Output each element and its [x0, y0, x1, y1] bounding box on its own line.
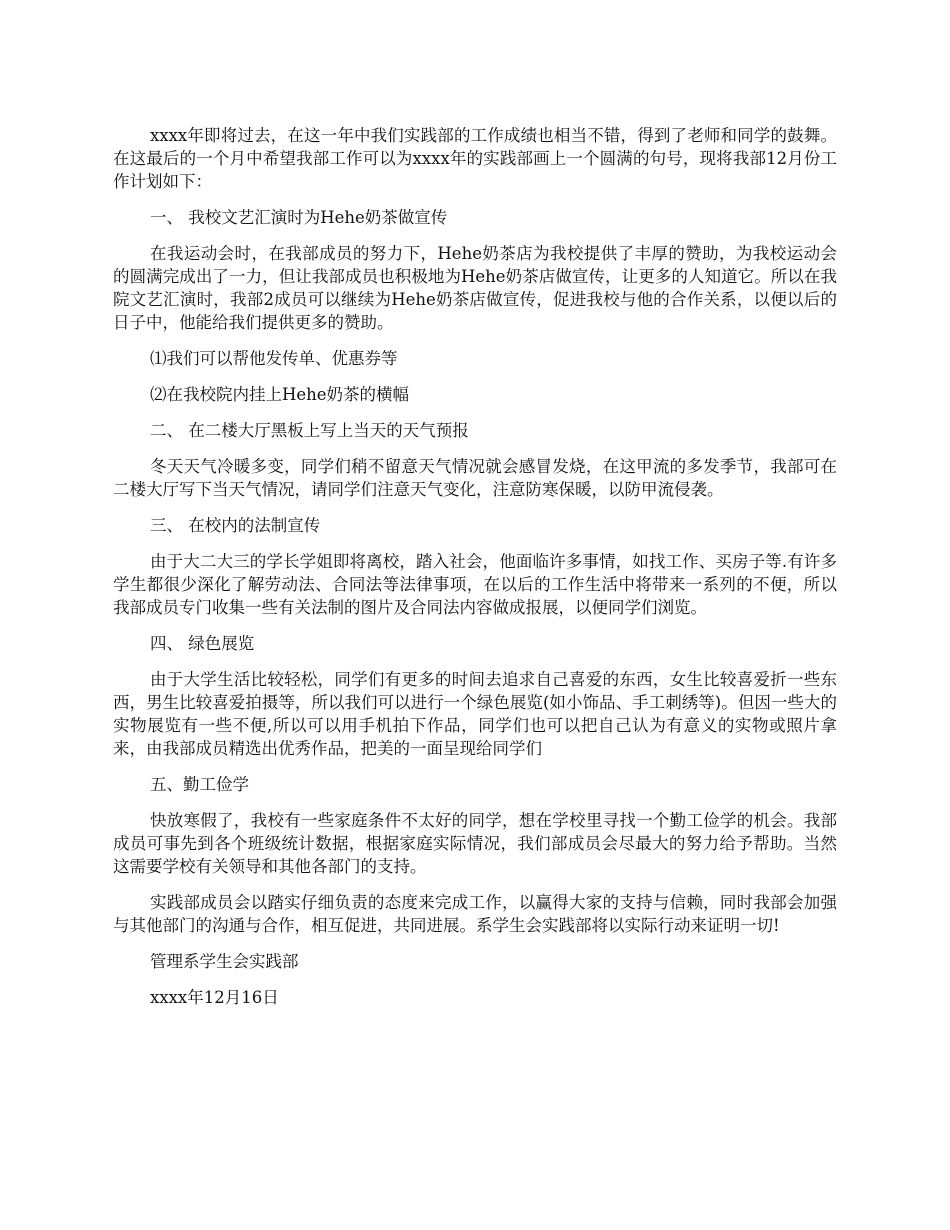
section-4-paragraph: 由于大学生活比较轻松，同学们有更多的时间去追求自己喜爱的东西，女生比较喜爱折一些东西，男生比较喜爱拍摄等，所以我们可以进行一个绿色展览(如小饰品、手工刺绣等)。但因一些大的实物展览有一些不便,所以可以用手机拍下作品，同学们也可以把自己认为有意义的实物或照片拿来，由我部成员精选出优秀作品，把美的一面呈现给同学们: [113, 670, 837, 758]
section-heading-5: 五、勤工俭学: [150, 775, 249, 794]
signature-date: xxxx年12月16日: [150, 988, 279, 1007]
section-heading-3: 三、 在校内的法制宣传: [150, 516, 321, 535]
section-heading-1: 一、 我校文艺汇演时为Hehe奶茶做宣传: [150, 208, 448, 227]
intro-paragraph: xxxx年即将过去，在这一年中我们实践部的工作成绩也相当不错，得到了老师和同学的鼓舞。在这最后的一个月中希望我部工作可以为xxxx年的实践部画上一个圆满的句号，现将我部12月份工作计划如下：: [113, 126, 837, 191]
section-1-item-2: ⑵在我校院内挂上Hehe奶茶的横幅: [150, 385, 410, 404]
document-body: [113, 124, 837, 1022]
section-5-paragraph: 快放寒假了，我校有一些家庭条件不太好的同学，想在学校里寻找一个勤工俭学的机会。我部成员可事先到各个班级统计数据，根据家庭实际情况，我们部成员会尽最大的努力给予帮助。当然这需要学校有关领导和其他各部门的支持。: [113, 811, 837, 876]
section-heading-2: 二、 在二楼大厅黑板上写上当天的天气预报: [150, 421, 469, 440]
closing-paragraph: 实践部成员会以踏实仔细负责的态度来完成工作，以赢得大家的支持与信赖，同时我部会加强与其他部门的沟通与合作，相互促进，共同进展。系学生会实践部将以实际行动来证明一切!: [113, 893, 837, 935]
section-heading-4: 四、 绿色展览: [150, 634, 255, 653]
section-3-paragraph: 由于大二大三的学长学姐即将离校，踏入社会，他面临许多事情，如找工作、买房子等.有许多学生都很少深化了解劳动法、合同法等法律事项，在以后的工作生活中将带来一系列的不便，所以我部成员专门收集一些有关法制的图片及合同法内容做成报展，以便同学们浏览。: [113, 552, 837, 617]
section-2-paragraph: 冬天天气冷暖多变，同学们稍不留意天气情况就会感冒发烧，在这甲流的多发季节，我部可在二楼大厅写下当天气情况，请同学们注意天气变化，注意防寒保暖，以防甲流侵袭。: [113, 457, 837, 499]
section-1-paragraph: 在我运动会时，在我部成员的努力下，Hehe奶茶店为我校提供了丰厚的赞助，为我校运动会的圆满完成出了一力，但让我部成员也积极地为Hehe奶茶店做宣传，让更多的人知道它。所以在我院文艺汇演时，我部2成员可以继续为Hehe奶茶店做宣传，促进我校与他的合作关系，以便以后的日子中，他能给我们提供更多的赞助。: [113, 244, 837, 332]
signature-organization: 管理系学生会实践部: [150, 952, 299, 971]
section-1-item-1: ⑴我们可以帮他发传单、优惠券等: [150, 349, 398, 368]
